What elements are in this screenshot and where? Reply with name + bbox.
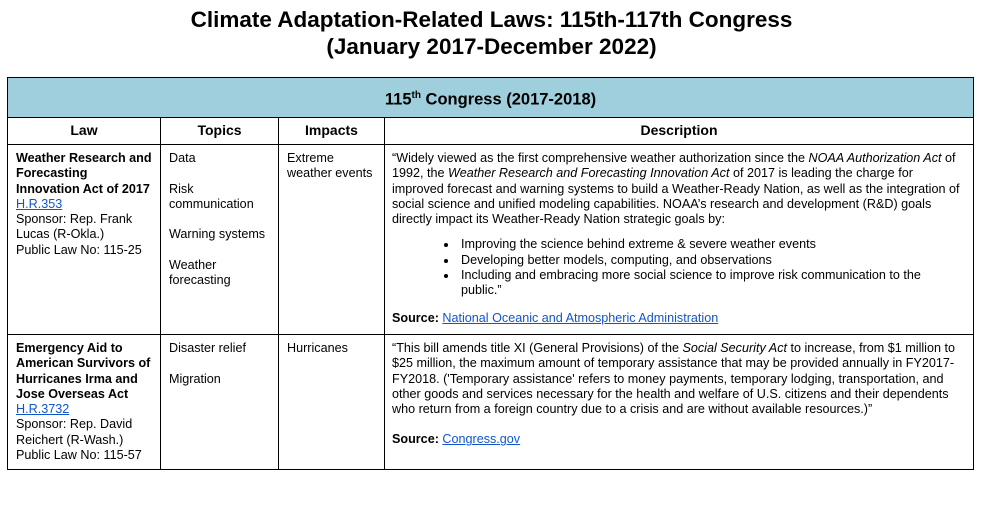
impacts-cell xyxy=(279,145,385,335)
congress-number: 115 xyxy=(384,90,412,109)
law-sponsor: Sponsor: Rep. David Reichert (R-Wash.) xyxy=(16,417,133,447)
list-item: • Developing better models, computing, and observations xyxy=(458,253,963,268)
law-title: Emergency Aid to American Survivors of Hurricanes Irma and Jose Overseas Act xyxy=(16,341,151,401)
topic-item: Data xyxy=(169,151,196,165)
topic-item: Warning systems xyxy=(169,227,266,242)
bill-link[interactable]: H.R.3732 xyxy=(16,402,70,417)
description-bullet-list xyxy=(392,237,963,298)
list-item: • Improving the science behind extreme & severe weather events xyxy=(458,237,963,252)
description-text: “This bill amends title XI (General Provisions) of the Social Security Act to increase, from $1 million to $25 million, the maximum amount of temporary assistance that may be provided annually in FY2017-FY2018. ('Temporary assistance' refers to money payments, temporary lodging, transportation, and other goods and services necessary for the health and welfare of U.S. citizens and their dependents who return from a foreign country due to a crisis and are without available resources.)” xyxy=(392,341,955,417)
impact-item: Hurricanes xyxy=(287,341,348,355)
description-text: “Widely viewed as the first comprehensive weather authorization since the NOAA Authorization Act of 1992, the Weather Research and Forecasting Innovation Act of 2017 is leading the charge for improved forecast and warning systems to build a Weather-Ready Nation, as well as the integration of social science and unified modeling capabilities. NOAA’s research and development (R&D) goals directly impact its Weather-Ready Nation strategic goals by: xyxy=(392,151,960,227)
topics-cell xyxy=(161,335,279,470)
source-line xyxy=(392,311,963,326)
column-header-topics: Topics xyxy=(161,118,279,145)
topics-cell xyxy=(161,145,279,335)
table-row xyxy=(8,145,974,335)
title-line-2: (January 2017-December 2022) xyxy=(326,34,657,59)
law-public-law-number: Public Law No: 115-25 xyxy=(16,242,142,257)
law-sponsor: Sponsor: Rep. Frank Lucas (R-Okla.) xyxy=(16,212,133,242)
topic-item: Migration xyxy=(169,371,221,386)
description-cell xyxy=(385,335,974,470)
page-title xyxy=(0,6,983,60)
law-public-law-number: Public Law No: 115-57 xyxy=(16,448,142,463)
laws-table-container xyxy=(7,77,974,505)
column-header-law: Law xyxy=(8,118,161,145)
source-link[interactable]: Congress.gov xyxy=(442,432,521,447)
bill-link[interactable]: H.R.353 xyxy=(16,196,63,211)
topic-item: Risk communication xyxy=(169,181,254,211)
table-row xyxy=(8,335,974,470)
source-label: Source: xyxy=(392,310,439,325)
description-cell xyxy=(385,145,974,335)
topic-item: Disaster relief xyxy=(169,341,246,355)
topic-item: Weather forecasting xyxy=(169,258,231,288)
law-title: Weather Research and Forecasting Innovation Act of 2017 xyxy=(16,151,152,196)
law-cell xyxy=(8,145,161,335)
source-label: Source: xyxy=(392,432,439,447)
list-item: • Including and embracing more social science to improve risk communication to the public.” xyxy=(458,268,963,299)
impact-item: Extreme weather events xyxy=(287,151,373,181)
column-header-impacts: Impacts xyxy=(279,118,385,145)
title-line-1: Climate Adaptation-Related Laws: 115th-117th Congress xyxy=(190,7,793,32)
source-line xyxy=(392,432,963,447)
source-link[interactable]: National Oceanic and Atmospheric Administration xyxy=(442,310,719,325)
column-header-description: Description xyxy=(385,118,974,145)
congress-years: Congress (2017-2018) xyxy=(420,90,597,109)
congress-section-header xyxy=(8,78,974,118)
law-cell xyxy=(8,335,161,470)
impacts-cell xyxy=(279,335,385,470)
laws-table xyxy=(7,77,974,470)
congress-ordinal: th xyxy=(411,89,421,101)
